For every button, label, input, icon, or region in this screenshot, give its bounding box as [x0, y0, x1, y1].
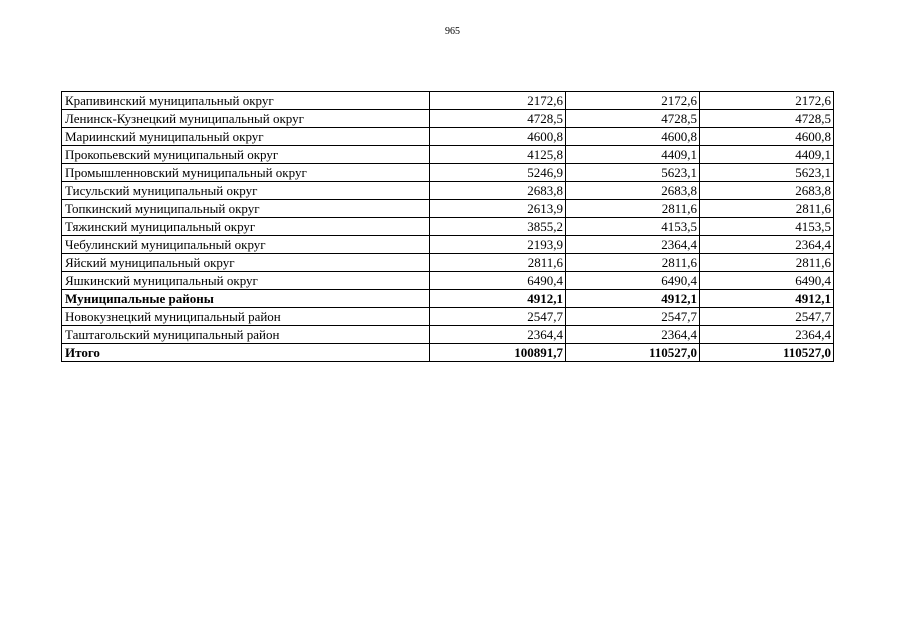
- row-value-3: 2811,6: [700, 200, 834, 218]
- row-value-1: 2613,9: [430, 200, 566, 218]
- row-name: Тяжинский муниципальный округ: [62, 218, 430, 236]
- table-row: [62, 128, 834, 146]
- row-value-2: 5623,1: [566, 164, 700, 182]
- row-value-3: 4600,8: [700, 128, 834, 146]
- table-row: [62, 146, 834, 164]
- row-value-1: 3855,2: [430, 218, 566, 236]
- row-value-2: 2811,6: [566, 200, 700, 218]
- row-value-2: 2683,8: [566, 182, 700, 200]
- row-value-3: 5623,1: [700, 164, 834, 182]
- row-value-1: 4600,8: [430, 128, 566, 146]
- row-value-1: 2193,9: [430, 236, 566, 254]
- row-value-1: 5246,9: [430, 164, 566, 182]
- budget-table: [61, 91, 834, 362]
- row-value-3: 4409,1: [700, 146, 834, 164]
- row-value-3: 6490,4: [700, 272, 834, 290]
- table-row: [62, 110, 834, 128]
- table-row: [62, 218, 834, 236]
- table-row: [62, 236, 834, 254]
- row-value-3: 2364,4: [700, 236, 834, 254]
- row-name: Тисульский муниципальный округ: [62, 182, 430, 200]
- row-value-3: 2547,7: [700, 308, 834, 326]
- row-value-2: 6490,4: [566, 272, 700, 290]
- row-value-1: 2547,7: [430, 308, 566, 326]
- row-value-2: 4912,1: [566, 290, 700, 308]
- row-value-3: 110527,0: [700, 344, 834, 362]
- row-name: Яшкинский муниципальный округ: [62, 272, 430, 290]
- table-row-subtotal: [62, 290, 834, 308]
- table-body: [62, 92, 834, 362]
- row-name: Топкинский муниципальный округ: [62, 200, 430, 218]
- row-name: Мариинский муниципальный округ: [62, 128, 430, 146]
- row-value-1: 6490,4: [430, 272, 566, 290]
- table-row: [62, 200, 834, 218]
- table-row: [62, 182, 834, 200]
- row-value-2: 2811,6: [566, 254, 700, 272]
- row-name: Новокузнецкий муниципальный район: [62, 308, 430, 326]
- row-value-3: 2364,4: [700, 326, 834, 344]
- row-value-2: 2172,6: [566, 92, 700, 110]
- row-value-3: 4728,5: [700, 110, 834, 128]
- page-number: 965: [445, 26, 460, 37]
- table-row: [62, 164, 834, 182]
- row-name: Муниципальные районы: [62, 290, 430, 308]
- row-value-2: 4728,5: [566, 110, 700, 128]
- row-name: Ленинск-Кузнецкий муниципальный округ: [62, 110, 430, 128]
- table-row: [62, 308, 834, 326]
- row-name: Крапивинский муниципальный округ: [62, 92, 430, 110]
- row-value-3: 4153,5: [700, 218, 834, 236]
- row-name: Прокопьевский муниципальный округ: [62, 146, 430, 164]
- row-value-3: 2683,8: [700, 182, 834, 200]
- row-value-2: 2547,7: [566, 308, 700, 326]
- row-value-1: 2172,6: [430, 92, 566, 110]
- row-name: Яйский муниципальный округ: [62, 254, 430, 272]
- table-row-total: [62, 344, 834, 362]
- row-value-1: 2683,8: [430, 182, 566, 200]
- row-value-1: 4728,5: [430, 110, 566, 128]
- row-value-1: 4912,1: [430, 290, 566, 308]
- table-row: [62, 92, 834, 110]
- row-value-3: 2811,6: [700, 254, 834, 272]
- row-value-2: 2364,4: [566, 236, 700, 254]
- table-row: [62, 254, 834, 272]
- table-row: [62, 326, 834, 344]
- row-value-3: 4912,1: [700, 290, 834, 308]
- row-value-2: 4600,8: [566, 128, 700, 146]
- row-name: Чебулинский муниципальный округ: [62, 236, 430, 254]
- row-value-2: 4409,1: [566, 146, 700, 164]
- row-name: Промышленновский муниципальный округ: [62, 164, 430, 182]
- row-value-1: 100891,7: [430, 344, 566, 362]
- row-value-1: 2364,4: [430, 326, 566, 344]
- row-value-2: 4153,5: [566, 218, 700, 236]
- row-value-1: 4125,8: [430, 146, 566, 164]
- row-name: Таштагольский муниципальный район: [62, 326, 430, 344]
- row-value-2: 2364,4: [566, 326, 700, 344]
- table-row: [62, 272, 834, 290]
- row-value-3: 2172,6: [700, 92, 834, 110]
- row-value-1: 2811,6: [430, 254, 566, 272]
- row-value-2: 110527,0: [566, 344, 700, 362]
- row-name: Итого: [62, 344, 430, 362]
